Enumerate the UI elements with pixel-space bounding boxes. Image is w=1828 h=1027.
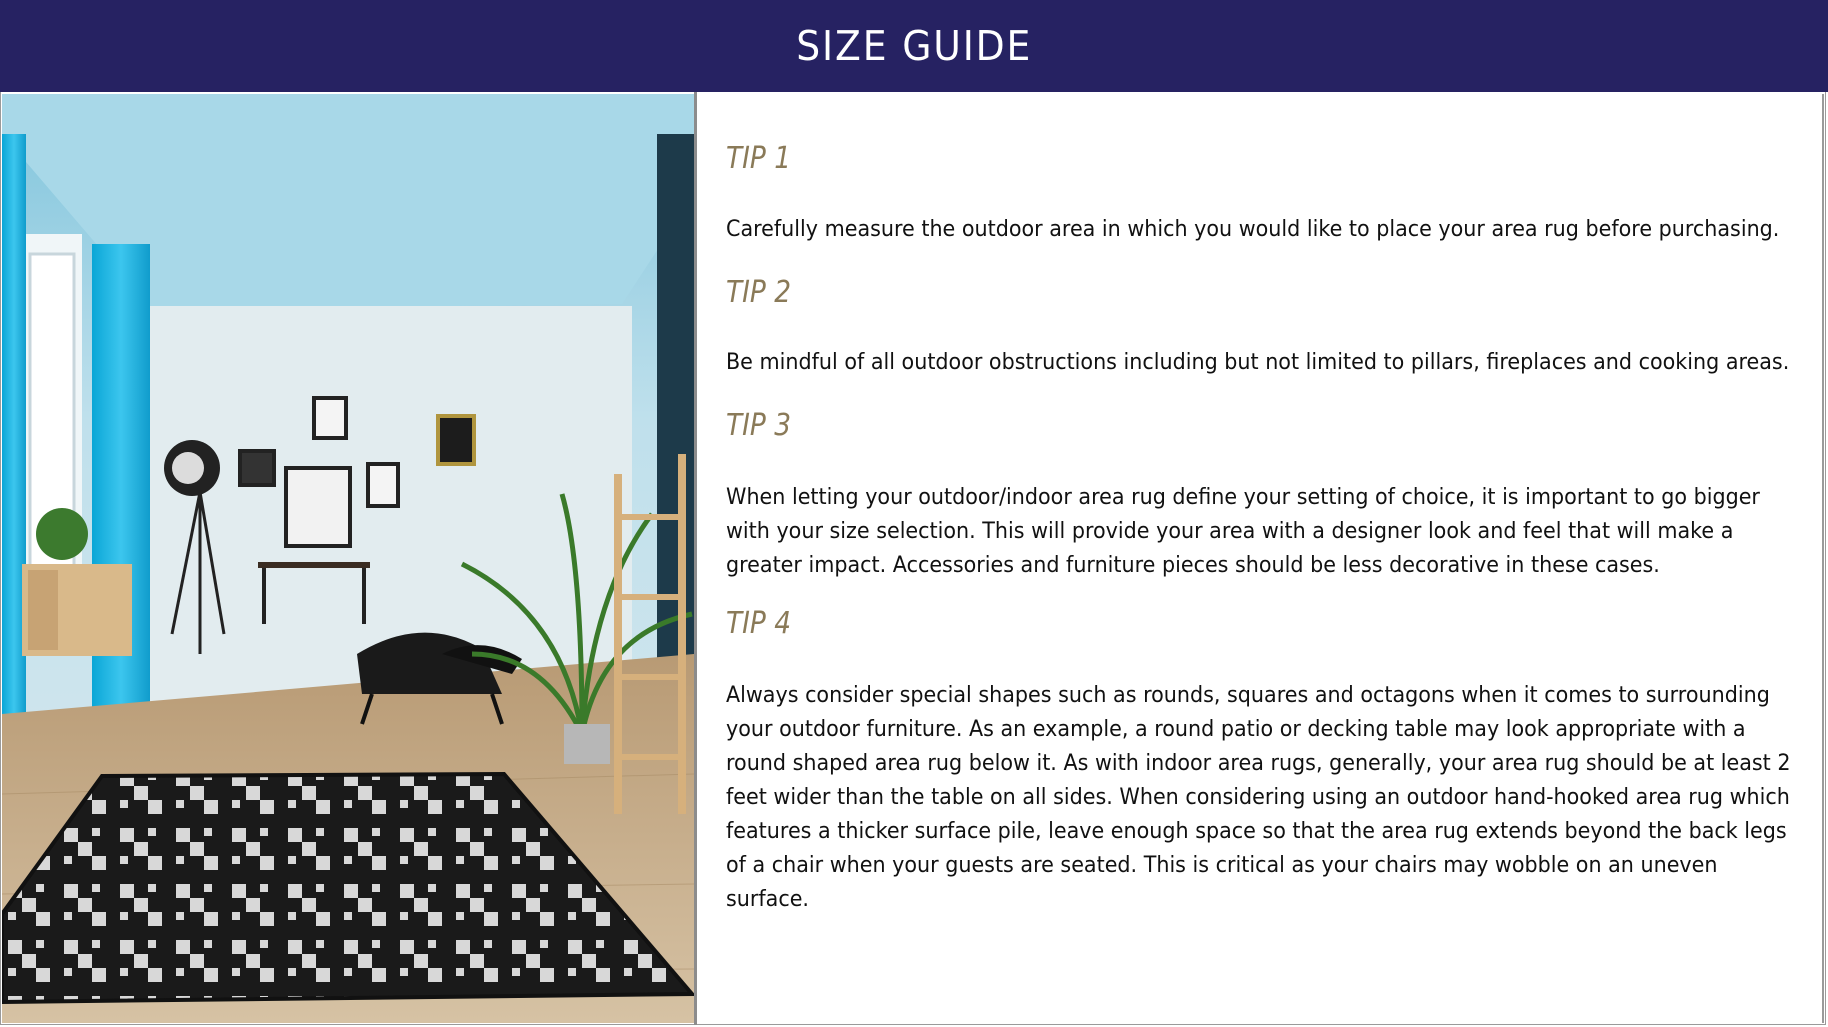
header-bar	[0, 0, 1828, 92]
tip-2-text: Be mindful of all outdoor obstructions including but not limited to pillars, fireplaces and cooking areas.	[726, 350, 1790, 375]
room-photo	[2, 94, 694, 1023]
tip-4-text: Always consider special shapes such as rounds, squares and octagons when it comes to surrounding your outdoor furniture. As an example, a round patio or decking table may look appropriate with a round shaped area rug below it. As with indoor area rugs, generally, your area rug should be at least 2 feet wider than the table on all sides. When considering using an outdoor hand-hooked area rug which features a thicker surface pile, leave enough space so that the area rug extends beyond the back legs of a chair when your guests are seated. This is critical as your chairs may wobble on an uneven surface.	[726, 683, 1791, 912]
room-illustration	[2, 94, 694, 1023]
tip-3-text: When letting your outdoor/indoor area rug define your setting of choice, it is important to go bigger with your size selection. This will provide your area with a designer look and feel that will make a greater impact. Accessories and furniture pieces should be less decorative in these cases.	[726, 485, 1760, 578]
tip-1-text: Carefully measure the outdoor area in which you would like to place your area rug before purchasing.	[726, 217, 1780, 242]
tip-4-title: TIP 4	[726, 606, 792, 641]
tip-2-title: TIP 2	[726, 275, 792, 310]
tip-3-title: TIP 3	[726, 408, 792, 443]
page-title: SIZE GUIDE	[796, 22, 1032, 70]
tip-1-title: TIP 1	[726, 141, 792, 176]
